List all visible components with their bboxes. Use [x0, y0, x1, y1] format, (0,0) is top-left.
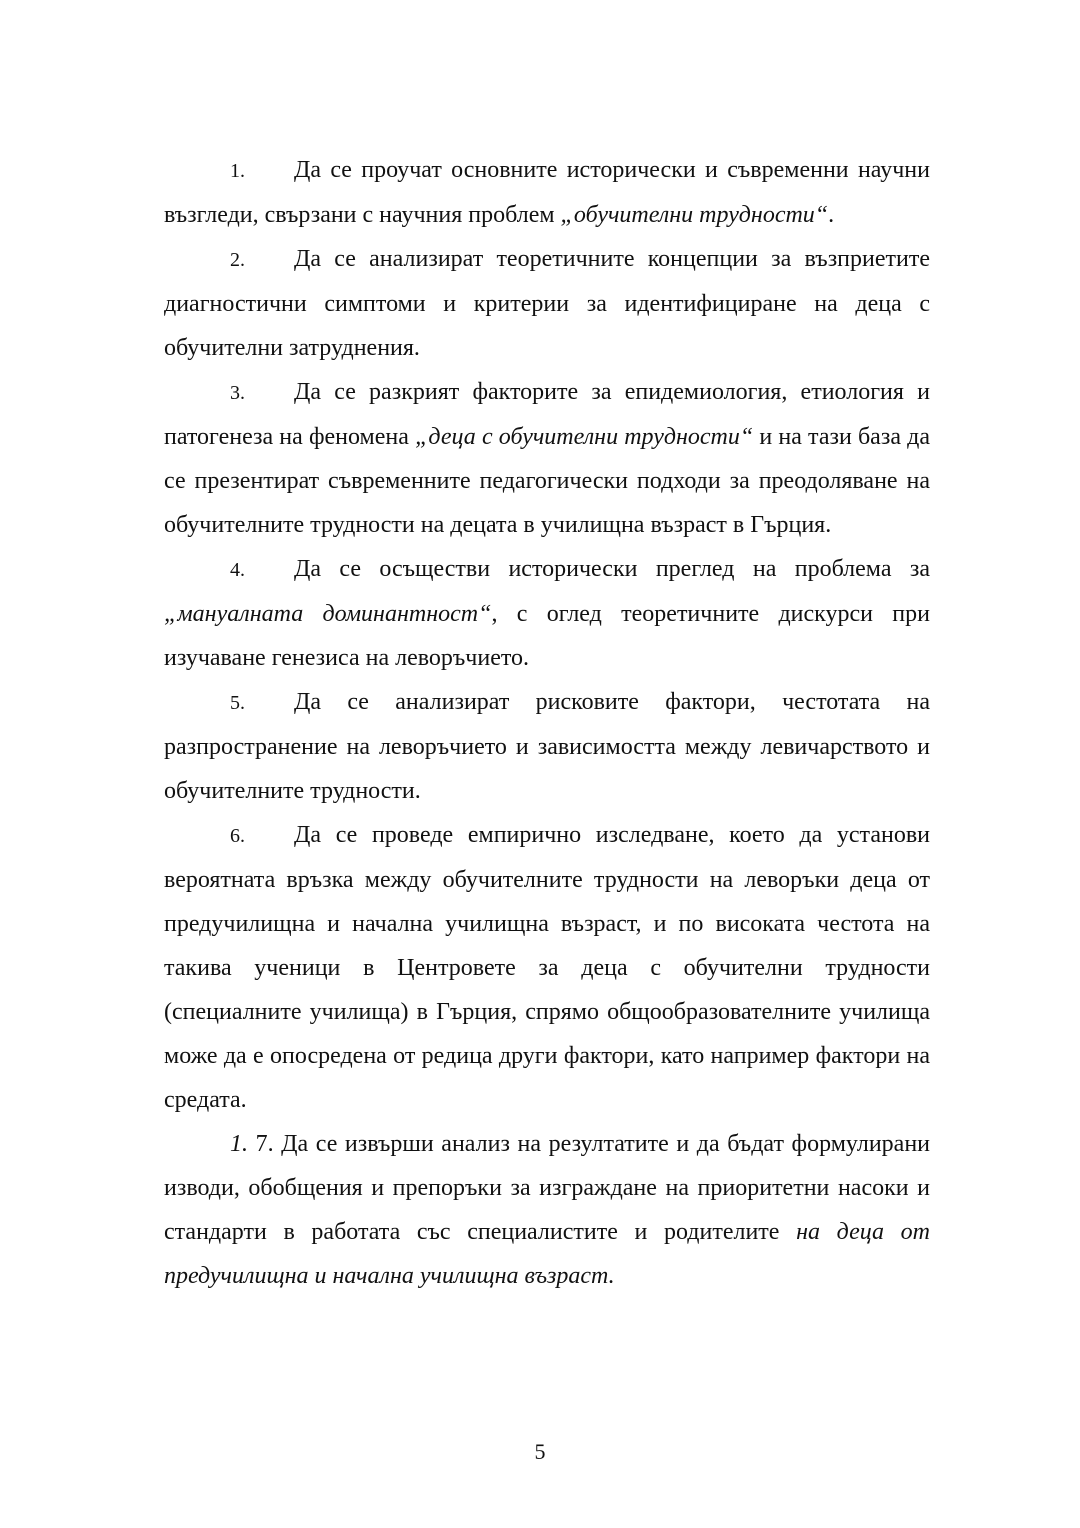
list-item-text: Да се проучат основните исторически и съвременни научни възгледи, свързани с научния проблем: [164, 157, 930, 228]
list-item-text-end: и на тази база да се презентират съвременните педагогически подходи за преодоляване на обучителните трудности на децата в училищна възраст в Гърция.: [164, 424, 930, 538]
list-item-text: Да се анализират теоретичните концепции за възприетите диагностични симптоми и критерии за идентифициране на деца с обучителни затруднения.: [164, 246, 930, 361]
list-item-text-end: , с оглед теоретичните дискурси при изучаване генезиса на леворъчието.: [164, 601, 930, 671]
list-item-number: 3.: [230, 382, 245, 404]
list-item-number: 6.: [230, 825, 245, 847]
list-item-text: Да се анализират рисковите фактори, честотата на разпространение на леворъчието и зависимостта между левичарството и обучителните трудности.: [164, 689, 930, 804]
list-item-5: [164, 680, 930, 813]
list-item-3: [164, 370, 930, 547]
list-item-4: [164, 547, 930, 680]
list-item-italic-term: „мануалната доминантност“: [164, 601, 492, 627]
list-item-number: 4.: [230, 559, 245, 581]
list-item-number: 1.: [230, 160, 245, 182]
list-item-2: [164, 237, 930, 370]
list-item-text: Да се извърши анализ на резултатите и да бъдат формулирани изводи, обобщения и препоръки за изграждане на приоритетни насоки и стандарти в работата със специалистите и родителите: [164, 1131, 930, 1245]
list-item-number: 5.: [230, 692, 245, 714]
list-item-italic-term: на деца от предучилищна и начална училищна възраст.: [164, 1219, 930, 1289]
list-item-italic-term: „деца с обучителни трудности“: [415, 424, 754, 450]
list-item-number: 7.: [255, 1131, 274, 1157]
objectives-list: [164, 148, 930, 1298]
list-item-text: Да се осъществи исторически преглед на проблема за: [294, 556, 930, 582]
list-item-7: [164, 1122, 930, 1298]
page-number: 5: [534, 1439, 546, 1464]
list-item-text: Да се проведе емпирично изследване, което да установи вероятната връзка между обучителните трудности на леворъки деца от предучилищна и начална училищна възраст, и по високата честота на такива ученици в Центровете за деца с обучителни трудности (специалните училища) в Гърция, спрямо общообразователните училища може да е опосредена от редица други фактори, като например фактори на средата.: [164, 822, 930, 1113]
list-item-text-end: .: [828, 202, 835, 228]
list-item-italic-term: „обучителни трудности“: [560, 202, 829, 228]
list-item-prefix: 1.: [230, 1131, 248, 1157]
list-item-number: 2.: [230, 249, 245, 271]
list-item-text: Да се разкрият факторите за епидемиология, етиология и патогенеза на феномена: [164, 379, 930, 450]
list-item-1: [164, 148, 930, 237]
list-item-6: [164, 813, 930, 1122]
